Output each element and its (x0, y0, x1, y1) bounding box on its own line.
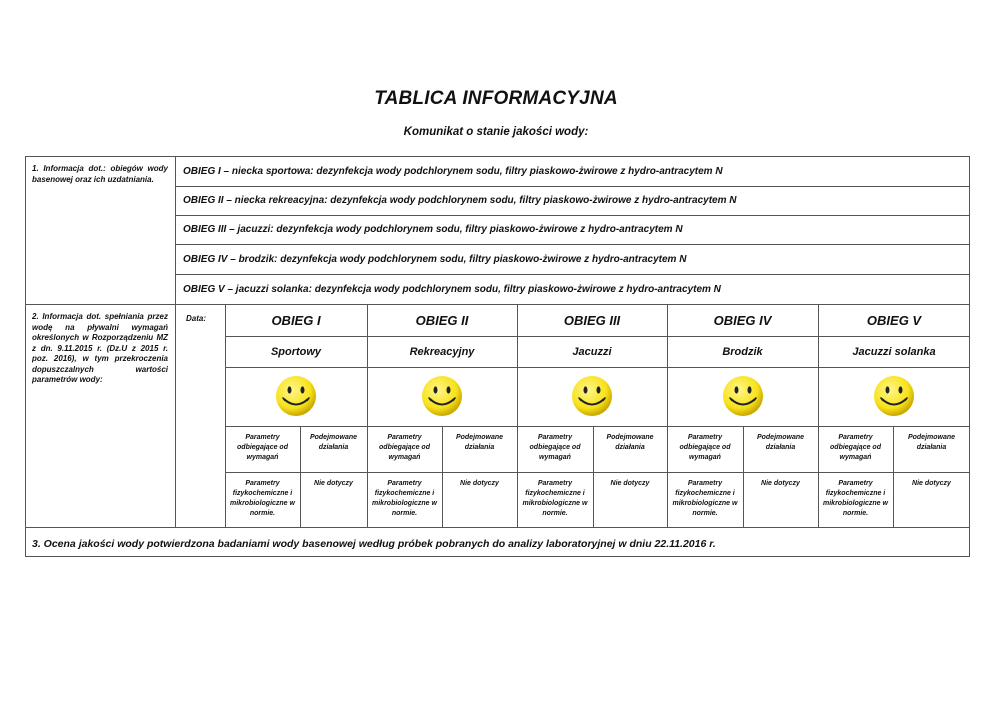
deviation-header: Parametry odbiegające od wymagań (830, 434, 881, 461)
obieg-row-5: OBIEG V – jacuzzi solanka: dezynfekcja wody podchlorynem sodu, filtry piaskowo-żwirowe z hydro-antracytem N (183, 284, 721, 295)
obieg-row-2: OBIEG II – niecka rekreacyjna: dezynfekcja wody podchlorynem sodu, filtry piaskowo-żwirowe z hydro-antracytem N (183, 195, 737, 206)
deviation-value: Parametry fizykochemiczne i mikrobiologiczne w normie. (522, 480, 588, 517)
column-name: Sportowy (270, 346, 322, 358)
deviation-value: Parametry fizykochemiczne i mikrobiologiczne w normie. (672, 480, 738, 517)
smiley-face-icon (420, 374, 464, 418)
deviation-header: Parametry odbiegające od wymagań (237, 434, 288, 461)
page-title: TABLICA INFORMACYJNA (374, 88, 618, 109)
column-title: OBIEG II (415, 313, 469, 328)
column-name: Jacuzzi solanka (852, 346, 936, 358)
deviation-value: Parametry fizykochemiczne i mikrobiologiczne w normie. (823, 480, 888, 517)
column-name: Jacuzzi (572, 346, 612, 358)
column-name: Brodzik (722, 346, 763, 358)
obieg-row-3: OBIEG III – jacuzzi: dezynfekcja wody podchlorynem sodu, filtry piaskowo-żwirowe z hydro-antracytem N (183, 224, 683, 235)
column-title: OBIEG V (866, 313, 922, 328)
smiley-face-icon (721, 374, 765, 418)
deviation-header: Parametry odbiegające od wymagań (529, 434, 581, 461)
actions-header: Podejmowane działania (606, 434, 654, 451)
deviation-header: Parametry odbiegające od wymagań (379, 434, 430, 461)
page-subtitle: Komunikat o stanie jakości wody: (403, 126, 589, 138)
section1-label: 1. Informacja dot.: obiegów wody basenowej oraz ich uzdatniania. (32, 164, 168, 184)
actions-value: Nie dotyczy (912, 480, 951, 487)
actions-header: Podejmowane działania (455, 434, 504, 451)
actions-header: Podejmowane działania (309, 434, 358, 451)
column-name: Rekreacyjny (409, 346, 475, 358)
deviation-value: Parametry fizykochemiczne i mikrobiologiczne w normie. (230, 480, 295, 517)
deviation-value: Parametry fizykochemiczne i mikrobiologiczne w normie. (372, 480, 437, 517)
column-title: OBIEG I (271, 313, 321, 328)
data-label: Data: (186, 314, 207, 323)
actions-value: Nie dotyczy (610, 480, 650, 487)
column-title: OBIEG III (563, 313, 621, 328)
actions-value: Nie dotyczy (314, 480, 353, 487)
smiley-face-icon (872, 374, 916, 418)
actions-value: Nie dotyczy (761, 480, 800, 487)
actions-value: Nie dotyczy (460, 480, 499, 487)
obieg-row-4: OBIEG IV – brodzik: dezynfekcja wody podchlorynem sodu, filtry piaskowo-żwirowe z hydro-antracytem N (183, 254, 687, 265)
obieg-row-1: OBIEG I – niecka sportowa: dezynfekcja wody podchlorynem sodu, filtry piaskowo-żwirowe z hydro-antracytem N (183, 166, 723, 177)
smiley-face-icon (274, 374, 318, 418)
smiley-face-icon (570, 374, 614, 418)
actions-header: Podejmowane działania (907, 434, 956, 451)
actions-header: Podejmowane działania (756, 434, 805, 451)
section2-label: 2. Informacja dot. spełniania przez wodę na pływalni wymagań określonych w Rozporządzeniu MZ z dn. 9.11.2015 r. (Dz.U z 2015 r. poz. 2016), w tym przekroczenia dopuszczalnych wartości parametrów wody: (32, 312, 168, 384)
section3-text: 3. Ocena jakości wody potwierdzona badaniami wody basenowej według próbek pobranych do analizy laboratoryjnej w dniu 22.11.2016 r. (32, 538, 716, 550)
column-title: OBIEG IV (713, 313, 772, 328)
deviation-header: Parametry odbiegające od wymagań (679, 434, 731, 461)
